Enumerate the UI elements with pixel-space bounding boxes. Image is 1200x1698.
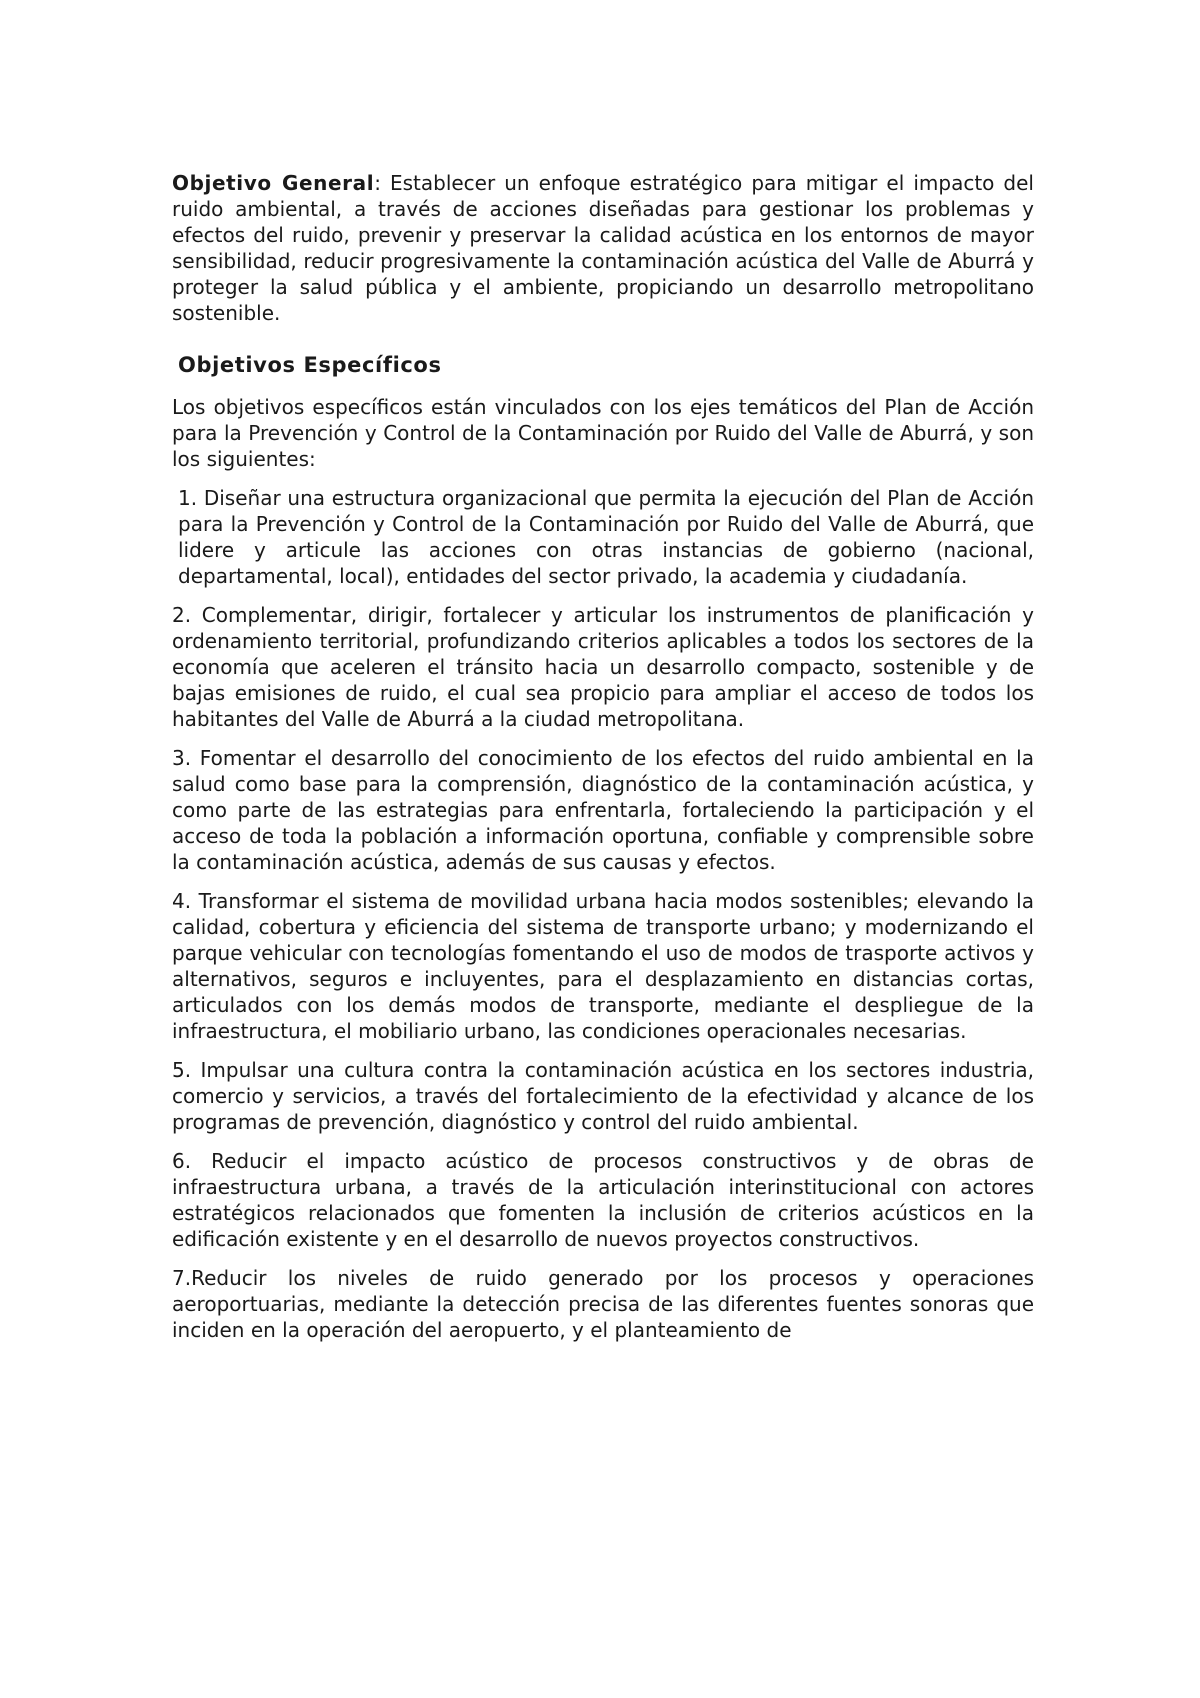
objetivo-item-1: 1. Diseñar una estructura organizacional que permita la ejecución del Plan de Acción para la Prevención y Control de la Contaminación por Ruido del Valle de Aburrá, que lidere y articule las acciones con otras instancias de gobierno (nacional, departamental, local), entidades del sector privado, la academia y ciudadanía.: [178, 486, 1034, 588]
objetivo-item-3: 3. Fomentar el desarrollo del conocimiento de los efectos del ruido ambiental en la salud como base para la comprensión, diagnóstico de la contaminación acústica, y como parte de las estrategias para enfrentarla, fortaleciendo la participación y el acceso de toda la población a información oportuna, confiable y comprensible sobre la contaminación acústica, además de sus causas y efectos.: [172, 746, 1034, 874]
objetivo-item-4: 4. Transformar el sistema de movilidad urbana hacia modos sostenibles; elevando la calidad, cobertura y eficiencia del sistema de transporte urbano; y modernizando el parque vehicular con tecnologías fomentando el uso de modos de trasporte activos y alternativos, seguros e incluyentes, para el desplazamiento en distancias cortas, articulados con los demás modos de transporte, mediante el despliegue de la infraestructura, el mobiliario urbano, las condiciones operacionales necesarias.: [172, 889, 1034, 1043]
especificos-intro: Los objetivos específicos están vinculados con los ejes temáticos del Plan de Acción para la Prevención y Control de la Contaminación por Ruido del Valle de Aburrá, y son los siguientes:: [172, 395, 1034, 471]
objetivo-general-label: Objetivo General: [172, 171, 375, 195]
document-page: [172, 170, 1034, 1356]
objetivo-general-paragraph: [172, 170, 1034, 326]
objetivo-general-text: : Establecer un enfoque estratégico para mitigar el impacto del ruido ambiental, a través de acciones diseñadas para gestionar los problemas y efectos del ruido, prevenir y preservar la calidad acústica en los entornos de mayor sensibilidad, reducir progresivamente la contaminación acústica del Valle de Aburrá y proteger la salud pública y el ambiente, propiciando un desarrollo metropolitano sostenible.: [172, 171, 1034, 325]
objetivo-item-7: 7.Reducir los niveles de ruido generado por los procesos y operaciones aeroportuarias, mediante la detección precisa de las diferentes fuentes sonoras que inciden en la operación del aeropuerto, y el planteamiento de: [172, 1266, 1034, 1342]
objetivo-item-6: 6. Reducir el impacto acústico de procesos constructivos y de obras de infraestructura urbana, a través de la articulación interinstitucional con actores estratégicos relacionados que fomenten la inclusión de criterios acústicos en la edificación existente y en el desarrollo de nuevos proyectos constructivos.: [172, 1149, 1034, 1251]
objetivo-item-2: 2. Complementar, dirigir, fortalecer y articular los instrumentos de planificación y ordenamiento territorial, profundizando criterios aplicables a todos los sectores de la economía que aceleren el tránsito hacia un desarrollo compacto, sostenible y de bajas emisiones de ruido, el cual sea propicio para ampliar el acceso de todos los habitantes del Valle de Aburrá a la ciudad metropolitana.: [172, 603, 1034, 731]
objetivo-item-5: 5. Impulsar una cultura contra la contaminación acústica en los sectores industria, comercio y servicios, a través del fortalecimiento de la efectividad y alcance de los programas de prevención, diagnóstico y control del ruido ambiental.: [172, 1058, 1034, 1134]
especificos-heading: Objetivos Específicos: [178, 353, 442, 377]
